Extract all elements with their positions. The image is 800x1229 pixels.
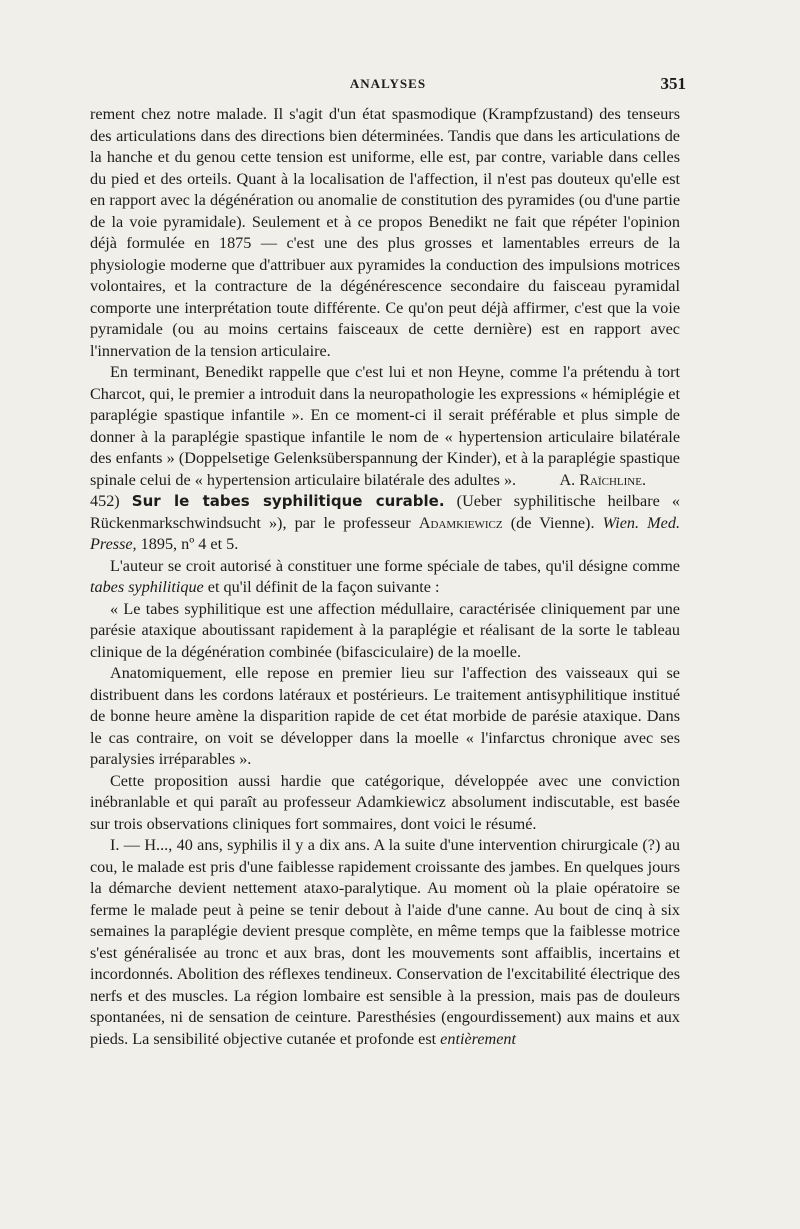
entry-subtitle-a: (Ueber syphilitische heilbare « Rückenmarkschwindsucht »), par le professeur [90,492,680,532]
review-paragraph-1: rement chez notre malade. Il s'agit d'un état spasmodique (Krampfzustand) des tenseurs des articulations dans des directions bien déterminées. Tandis que dans les articulations de la hanche et du genou cette tension est uniforme, elle est, par contre, variable dans celles du pied et des orteils. Quant à la localisation de l'affection, il n'est pas douteux qu'elle est en rapport avec la dégénération ou anomalie de constitution des pyramides (ou d'une partie de la voie pyramidale). Seulement et à ce propos Benedikt ne fait que répéter l'opinion déjà formulée en 1875 — c'est une des plus grosses et lamentables erreurs de la physiologie moderne que d'attribuer aux pyramides la conduction des impulsions motrices volontaires, et la contracture de la dégénérescence secondaire du faisceau pyramidal comporte une interprétation toute différente. Ce qu'on peut déjà affirmer, c'est que la voie pyramidale (ou au moins certains faisceaux de cette dernière) est en rapport avec l'innervation de la tension articulaire. [90,105,680,360]
body-p1-b: et qu'il définit de la façon suivante : [203,578,440,596]
body-p5-em: entièrement [440,1029,516,1048]
body-paragraph-4: Cette proposition aussi hardie que catégorique, développée avec une conviction inébranlable et qui paraît au professeur Adamkiewicz absolument indiscutable, est basée sur trois observations cliniques fort sommaires, dont voici le résumé. [90,771,680,833]
body-paragraph-5 [90,835,680,1050]
entry-journal: Wien. Med. Presse, [90,513,680,553]
running-header [90,76,686,98]
body-p1-a: L'auteur se croit autorisé à constituer une forme spéciale de tabes, qu'il désigne comme [110,556,680,575]
entry-author: Adamkiewicz [418,513,503,532]
entry-number: 452) [90,492,120,510]
body-paragraph-3: Anatomiquement, elle repose en premier lieu sur l'affection des vaisseaux qui se distribuent dans les cordons latéraux et postérieurs. Le traitement antisyphilitique institué de bonne heure amène la disparition rapide de cet état morbide de parésie ataxique. Dans le cas contraire, on voit se développer dans la moelle « l'infarctus chronique avec ses paralysies irréparables ». [90,664,680,768]
entry-citation: 1895, nº 4 et 5. [136,535,239,553]
body-p5-a: I. — H..., 40 ans, syphilis il y a dix ans. A la suite d'une intervention chirurgicale (?) au cou, le malade est pris d'une faiblesse rapidement croissante des jambes. En quelques jours la démarche devient nettement ataxo-paralytique. Au moment où la plaie opératoire se ferme le malade peut à peine se tenir debout à l'aide d'une canne. Au bout de cinq à six semaines la paraplégie devient presque complète, en même temps que la faiblesse motrice s'est généralisée au tronc et aux bras, dont les mouvements sont affaiblis, incertains et incordonnés. Abolition des réflexes tendineux. Conservation de l'excitabilité électrique des nerfs et des muscles. La région lombaire est sensible à la pression, mais pas de douleurs spontanées, ni de sensation de ceinture. Paresthésies (engourdissement) aux mains et aux pieds. La sensibilité objective cutanée et profonde est [90,836,680,1048]
page-number: 351 [660,74,686,93]
body-paragraph-2: « Le tabes syphilitique est une affection médullaire, caractérisée cliniquement par une parésie ataxique aboutissant rapidement à la paraplégie et réalisant de la sorte le tableau clinique de la dégénération combinée (bifasciculaire) de la moelle. [90,599,680,661]
entry-title: Sur le tabes syphilitique curable. [131,492,445,510]
section-title: ANALYSES [349,76,427,91]
review-signature: A. Raïchline. [559,470,646,489]
body-p1-em: tabes syphilitique [90,578,204,596]
review-paragraph-2-text: En terminant, Benedikt rappelle que c'est lui et non Heyne, comme l'a prétendu à tort Charcot, qui, le premier a introduit dans la neuropathologie les expressions « hémiplégie et paraplégie spastique infantile ». En ce moment-ci il serait préférable et plus simple de donner à la paraplégie spastique infantile le nom de « hypertension articulaire bilatérale des enfants » (Doppelsetige Gelenksüberspannung der Kinder), et à la paraplégie spastique spinale celui de « hypertension articulaire bilatérale des adultes ». [90,363,680,489]
review-paragraph-2 [90,362,680,491]
text-body [90,104,680,1050]
entry-heading [90,491,680,556]
entry-subtitle-b: (de Vienne). [502,513,603,532]
body-paragraph-1 [90,556,680,599]
